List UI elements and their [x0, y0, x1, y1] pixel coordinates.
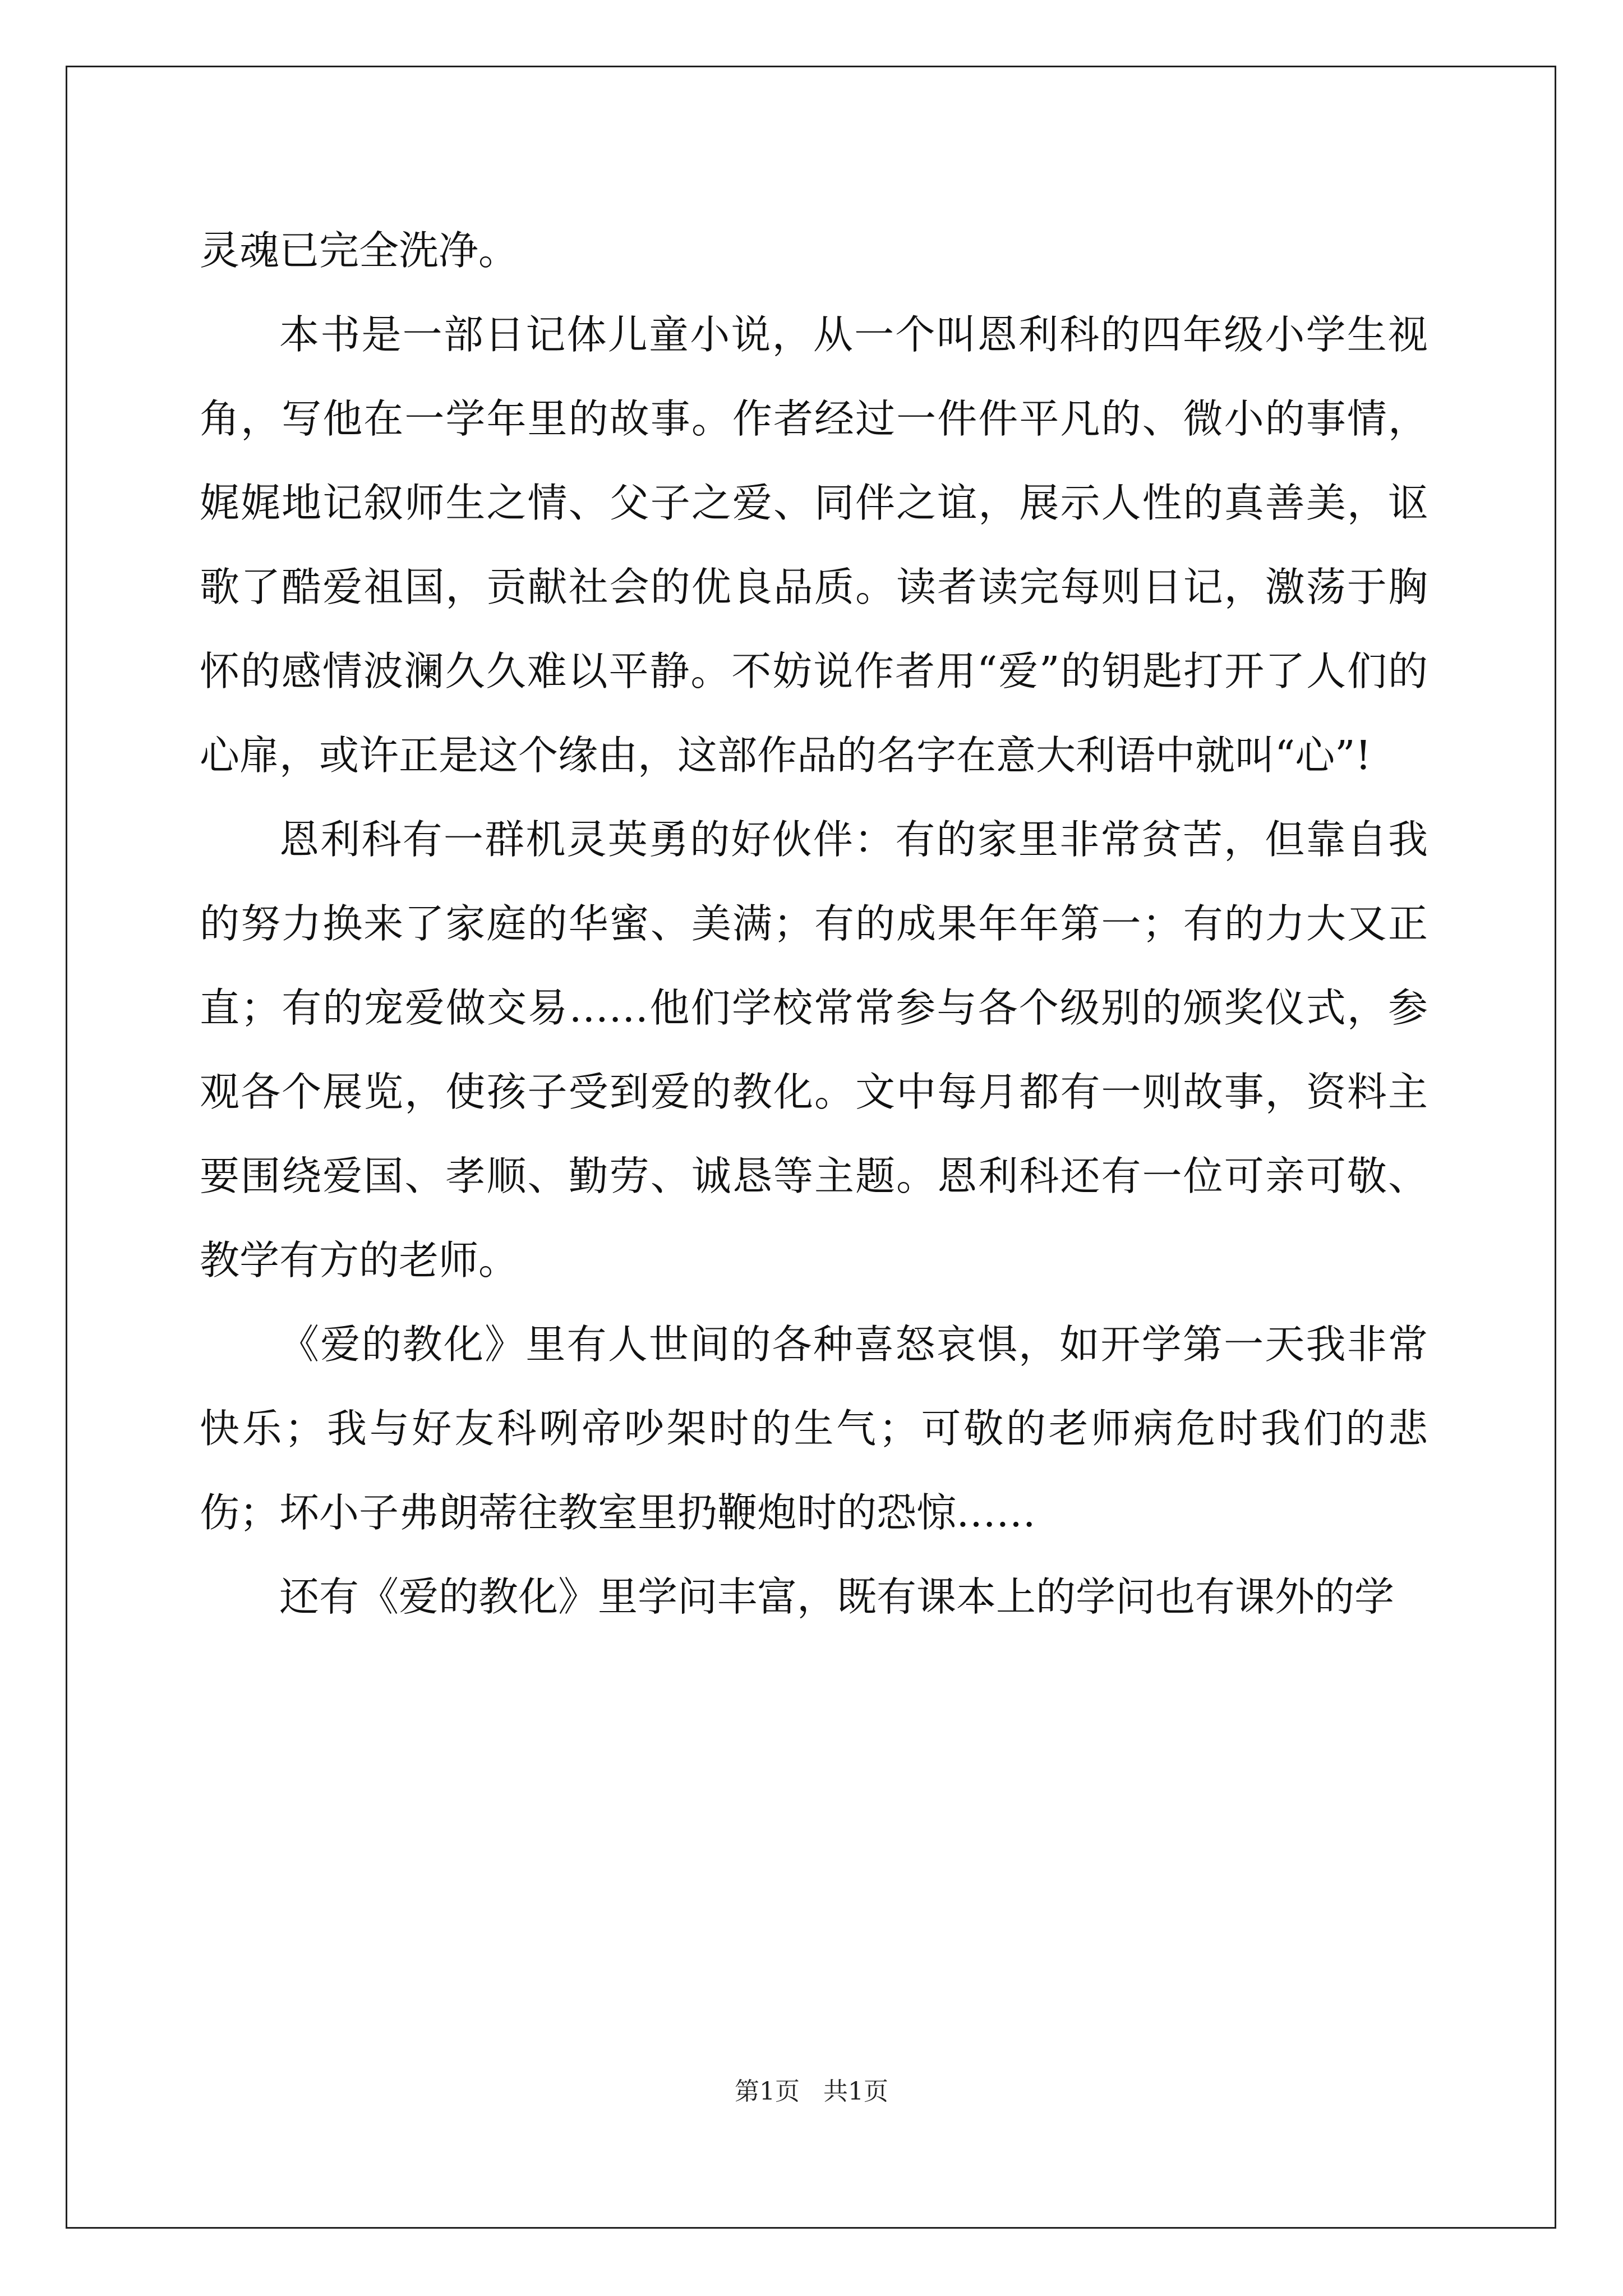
page-footer: 第1页 共1页: [735, 2077, 888, 2106]
paragraph: 恩利科有一群机灵英勇的好伙伴：有的家里非常贫苦，但靠自我的努力换来了家庭的华蜜、美满；有的成果年年第一；有的力大又正直；有的宠爱做交易……他们学校常常参与各个级别的颁奖仪式，参观各个展览，使孩子受到爱的教化。文中每月都有一则故事，资料主要围绕爱国、孝顺、勤劳、诚恳等主题。恩利科还有一位可亲可敬、教学有方的老师。: [200, 816, 1428, 1283]
paragraph: 《爱的教化》里有人世间的各种喜怒哀惧，如开学第一天我非常快乐；我与好友科咧帝吵架时的生气；可敬的老师病危时我们的悲伤；坏小子弗朗蒂往教室里扔鞭炮时的恐惊……: [200, 1321, 1428, 1536]
paragraph: 灵魂已完全洗净。: [200, 227, 519, 274]
document-body: [200, 209, 1428, 1639]
paragraph: 本书是一部日记体儿童小说，从一个叫恩利科的四年级小学生视角，写他在一学年里的故事。作者经过一件件平凡的、微小的事情，娓娓地记叙师生之情、父子之爱、同伴之谊，展示人性的真善美，讴歌了酷爱祖国，贡献社会的优良品质。读者读完每则日记，激荡于胸怀的感情波澜久久难以平静。不妨说作者用“爱”的钥匙打开了人们的心扉，或许正是这个缘由，这部作品的名字在意大利语中就叫“心”!: [200, 311, 1428, 779]
paragraph: 还有《爱的教化》里学问丰富，既有课本上的学问也有课外的学: [279, 1573, 1395, 1620]
